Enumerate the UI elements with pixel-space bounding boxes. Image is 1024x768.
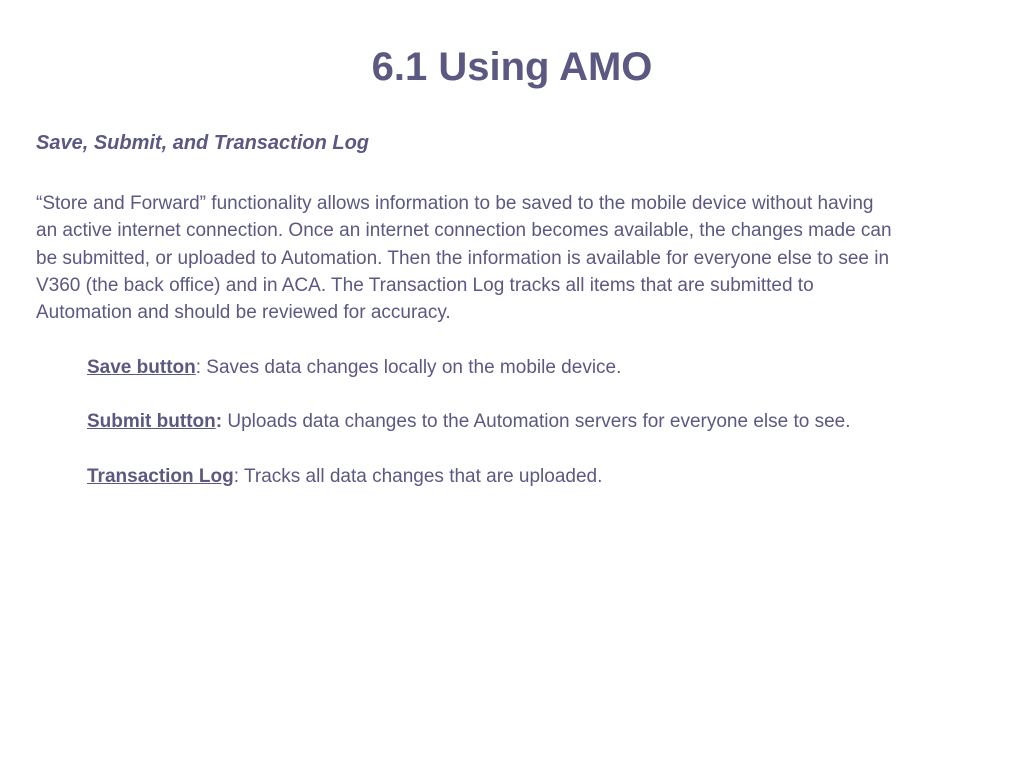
definition-term: Save button: [87, 357, 196, 378]
definition-description: Tracks all data changes that are uploaded.: [243, 466, 603, 487]
paragraph-line: “Store and Forward” functionality allows information to be saved to the mobile device without having: [36, 193, 874, 214]
paragraph-line: V360 (the back office) and in ACA. The Transaction Log tracks all items that are submitted to: [36, 274, 814, 296]
definition-transaction-log: [87, 463, 602, 490]
slide-title: 6.1 Using AMO: [371, 45, 653, 89]
definition-description: Saves data changes locally on the mobile device.: [206, 357, 622, 378]
definition-term: Transaction Log: [87, 466, 234, 487]
definition-separator: :: [233, 466, 244, 487]
section-subtitle: Save, Submit, and Transaction Log: [36, 132, 370, 154]
paragraph-line: be submitted, or uploaded to Automation. Then the information is available for everyone else to see in: [36, 247, 890, 269]
description-paragraph: [36, 190, 996, 326]
definition-term: Submit button: [87, 411, 216, 432]
definition-description: Uploads data changes to the Automation servers for everyone else to see.: [227, 411, 851, 432]
paragraph-line: an active internet connection. Once an internet connection becomes available, the changes made can: [36, 220, 892, 242]
definition-separator: :: [195, 357, 207, 378]
paragraph-line: Automation and should be reviewed for accuracy.: [36, 302, 451, 324]
definition-separator: :: [215, 411, 228, 432]
definition-submit-button: [87, 408, 851, 435]
definition-save-button: [87, 354, 621, 381]
